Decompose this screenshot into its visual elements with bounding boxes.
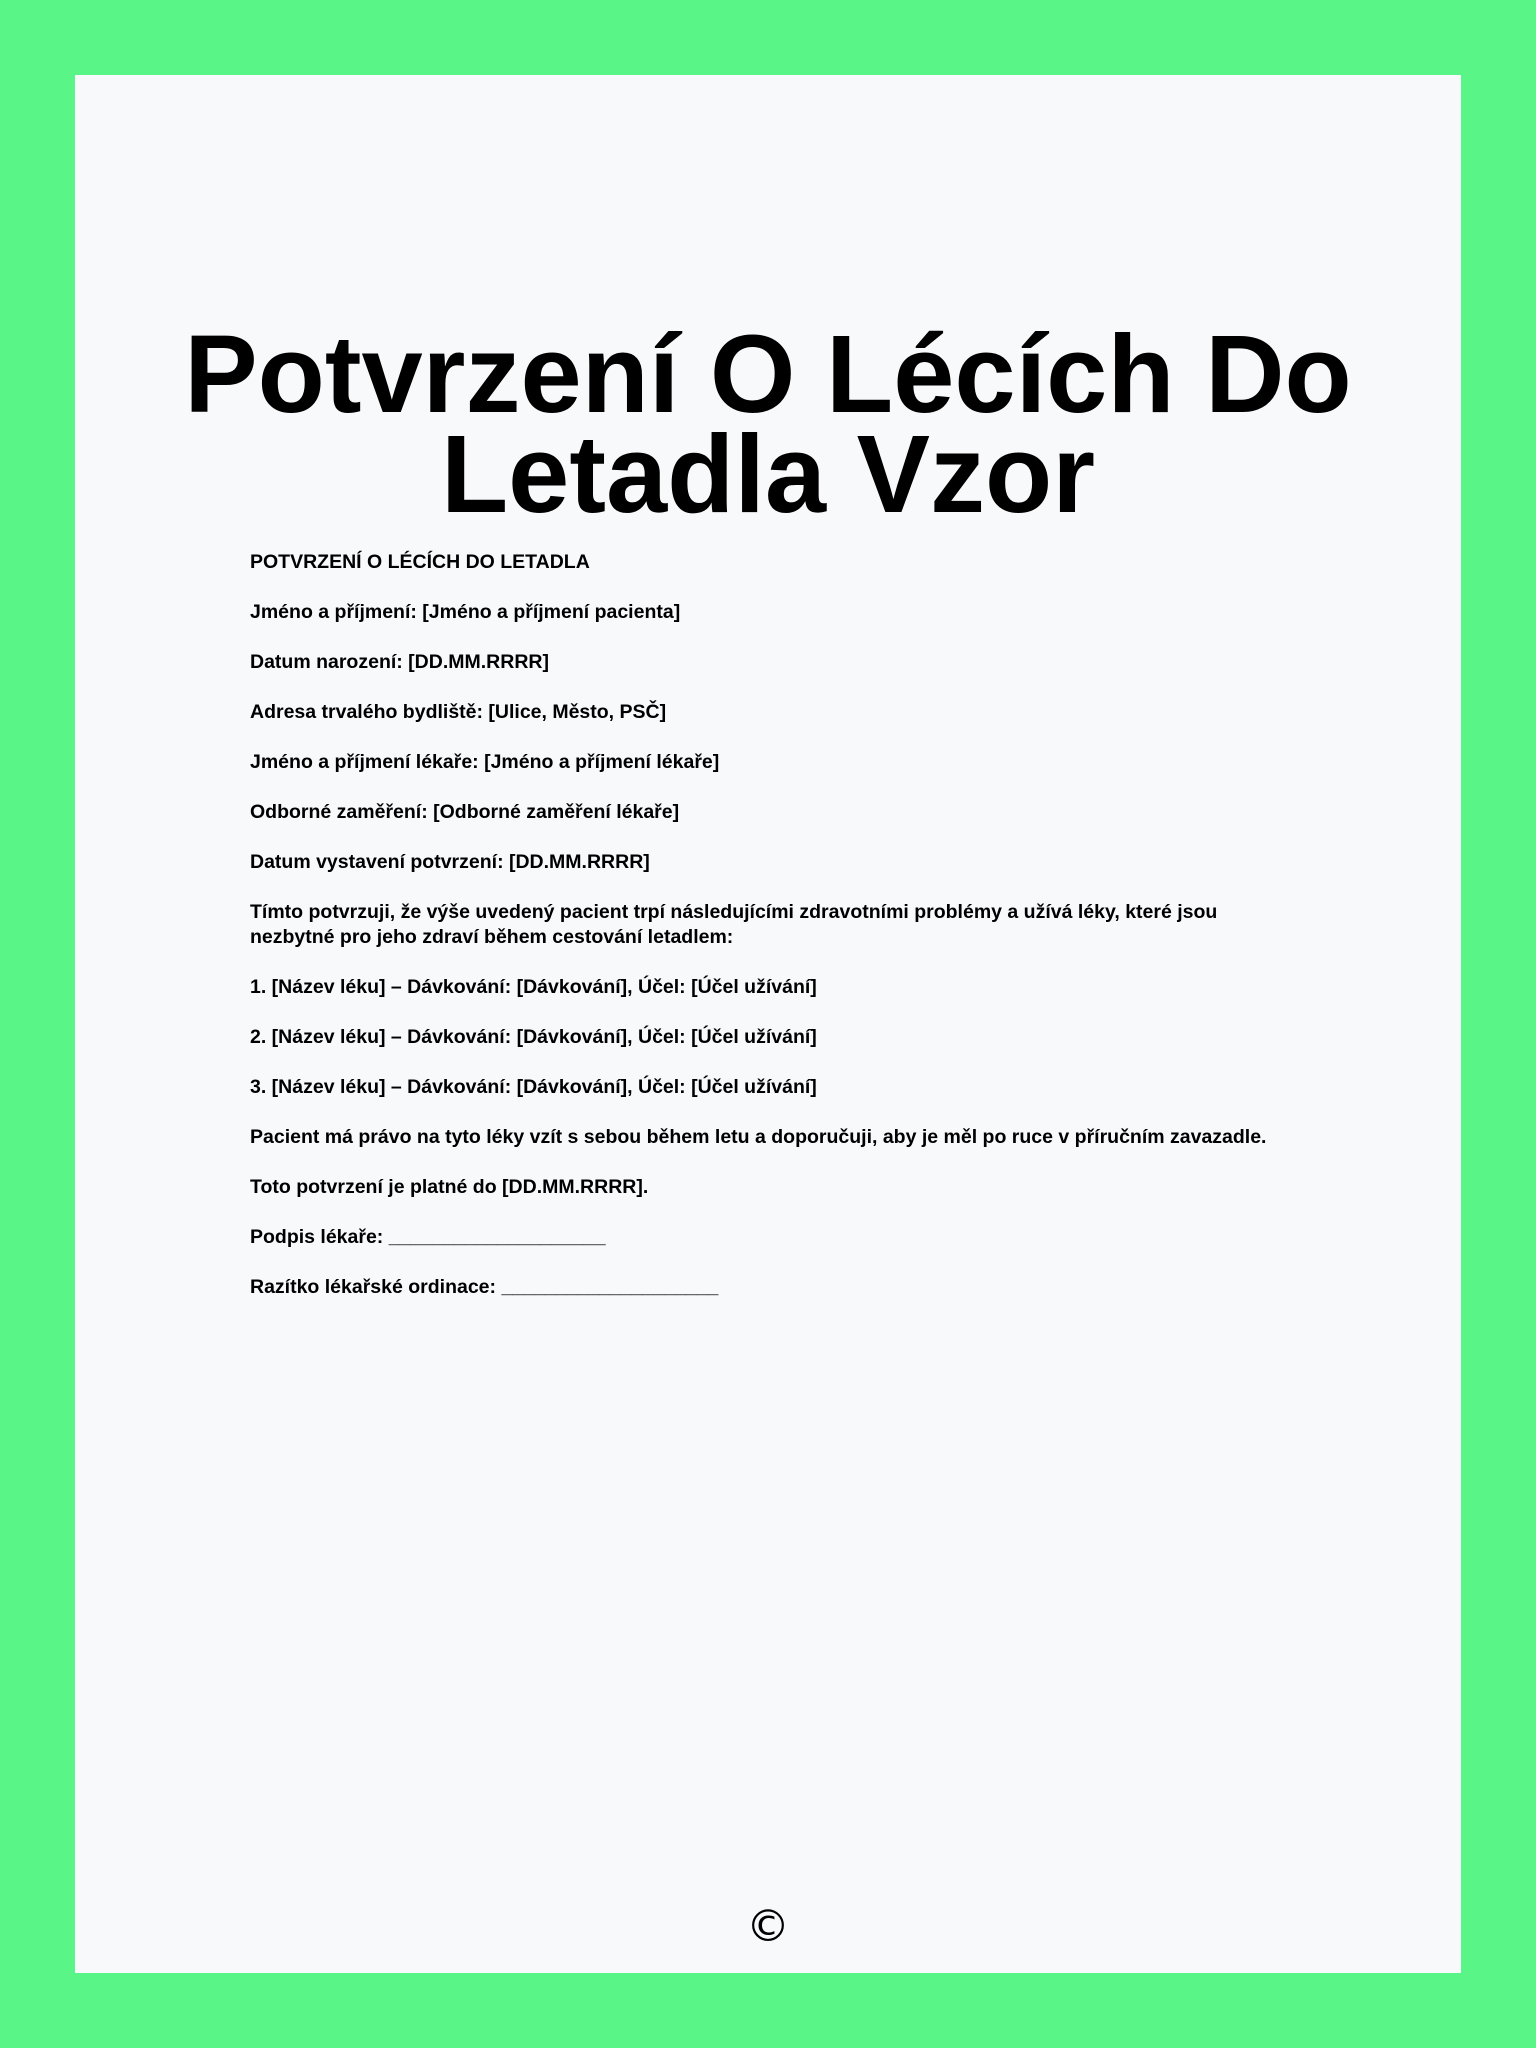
signature-line: Podpis lékaře: ____________________	[250, 1226, 606, 1248]
medication-item: 3. [Název léku] – Dávkování: [Dávkování], Účel: [Účel užívání]	[250, 1076, 817, 1098]
medication-item: 1. [Název léku] – Dávkování: [Dávkování], Účel: [Účel užívání]	[250, 976, 817, 998]
field-patient-name: Jméno a příjmení: [Jméno a příjmení pacienta]	[250, 601, 681, 623]
field-doctor-name: Jméno a příjmení lékaře: [Jméno a příjmení lékaře]	[250, 751, 720, 773]
document-page	[75, 75, 1461, 1973]
field-specialization: Odborné zaměření: [Odborné zaměření lékaře]	[250, 801, 680, 823]
statement-paragraph: Tímto potvrzuji, že výše uvedený pacient trpí následujícími zdravotními problémy a užívá léky, které jsou nezbytné pro jeho zdraví během cestování letadlem:	[250, 901, 1218, 948]
field-address: Adresa trvalého bydliště: [Ulice, Město, PSČ]	[250, 701, 667, 723]
copyright-icon: ©	[746, 1901, 790, 1952]
carry-note-paragraph: Pacient má právo na tyto léky vzít s sebou během letu a doporučuji, aby je měl po ruce v příručním zavazadle.	[250, 1126, 1267, 1148]
medication-item: 2. [Název léku] – Dávkování: [Dávkování], Účel: [Účel užívání]	[250, 1026, 817, 1048]
stamp-line: Razítko lékařské ordinace: ____________________	[250, 1276, 719, 1298]
field-birth-date: Datum narození: [DD.MM.RRRR]	[250, 651, 549, 673]
document-title: Potvrzení O Lécích Do Letadla Vzor	[184, 313, 1352, 536]
document-body	[250, 550, 1300, 1325]
validity-paragraph: Toto potvrzení je platné do [DD.MM.RRRR].	[250, 1176, 649, 1198]
field-issue-date: Datum vystavení potvrzení: [DD.MM.RRRR]	[250, 851, 650, 873]
document-heading: POTVRZENÍ O LÉCÍCH DO LETADLA	[250, 551, 590, 573]
